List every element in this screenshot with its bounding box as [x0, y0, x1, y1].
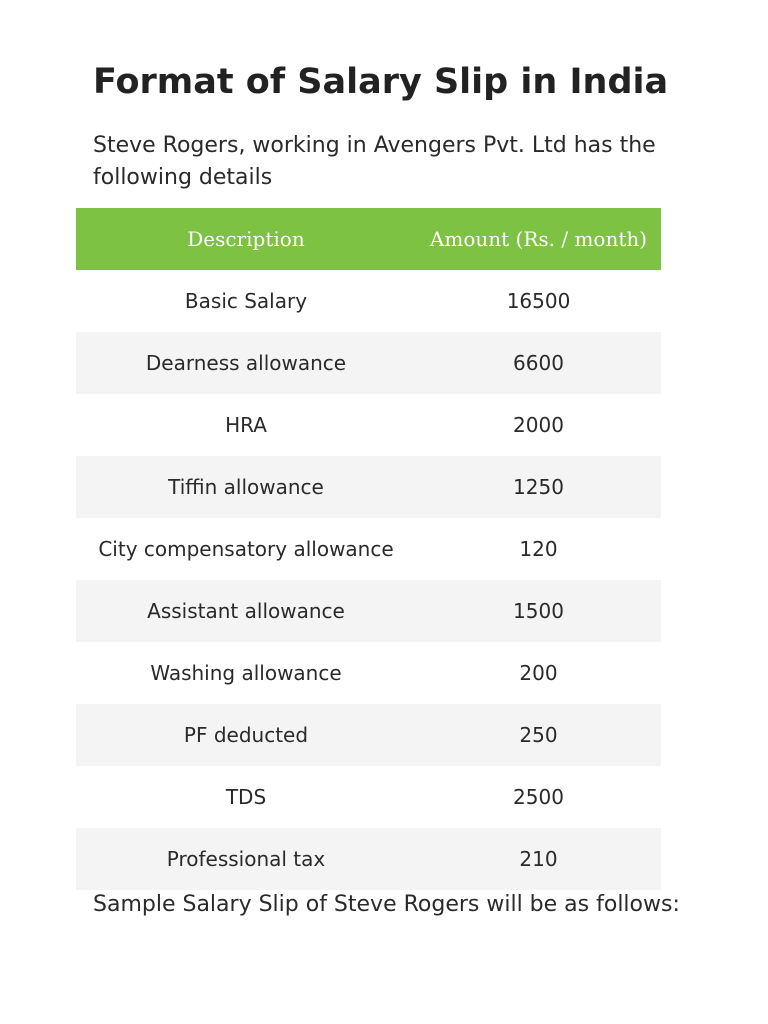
row-description: Basic Salary — [76, 270, 416, 332]
closing-sentence: Sample Salary Slip of Steve Rogers will be as follows: — [93, 892, 680, 917]
row-amount: 200 — [416, 642, 661, 704]
row-amount: 1250 — [416, 456, 661, 518]
header-amount: Amount (Rs. / month) — [416, 208, 661, 270]
row-amount: 6600 — [416, 332, 661, 394]
row-description: TDS — [76, 766, 416, 828]
page-title: Format of Salary Slip in India — [93, 62, 669, 102]
row-amount: 2000 — [416, 394, 661, 456]
row-amount: 210 — [416, 828, 661, 890]
row-amount: 1500 — [416, 580, 661, 642]
intro-paragraph — [93, 130, 693, 194]
row-description: Assistant allowance — [76, 580, 416, 642]
salary-details-table — [76, 208, 661, 890]
row-amount: 2500 — [416, 766, 661, 828]
row-description: Washing allowance — [76, 642, 416, 704]
row-description: HRA — [76, 394, 416, 456]
row-description: Tiffin allowance — [76, 456, 416, 518]
intro-line-1: Steve Rogers, working in Avengers Pvt. Ltd has the — [93, 133, 656, 158]
intro-line-2: following details — [93, 165, 273, 190]
table-row — [76, 270, 661, 332]
row-amount: 250 — [416, 704, 661, 766]
table-row — [76, 394, 661, 456]
table-row — [76, 828, 661, 890]
table-row — [76, 704, 661, 766]
table-row — [76, 642, 661, 704]
table-row — [76, 766, 661, 828]
row-description: Dearness allowance — [76, 332, 416, 394]
row-description: City compensatory allowance — [76, 518, 416, 580]
row-description: PF deducted — [76, 704, 416, 766]
row-amount: 16500 — [416, 270, 661, 332]
table-row — [76, 518, 661, 580]
table-row — [76, 580, 661, 642]
table-header-row — [76, 208, 661, 270]
header-description: Description — [76, 208, 416, 270]
table-row — [76, 456, 661, 518]
row-description: Professional tax — [76, 828, 416, 890]
table-row — [76, 332, 661, 394]
row-amount: 120 — [416, 518, 661, 580]
